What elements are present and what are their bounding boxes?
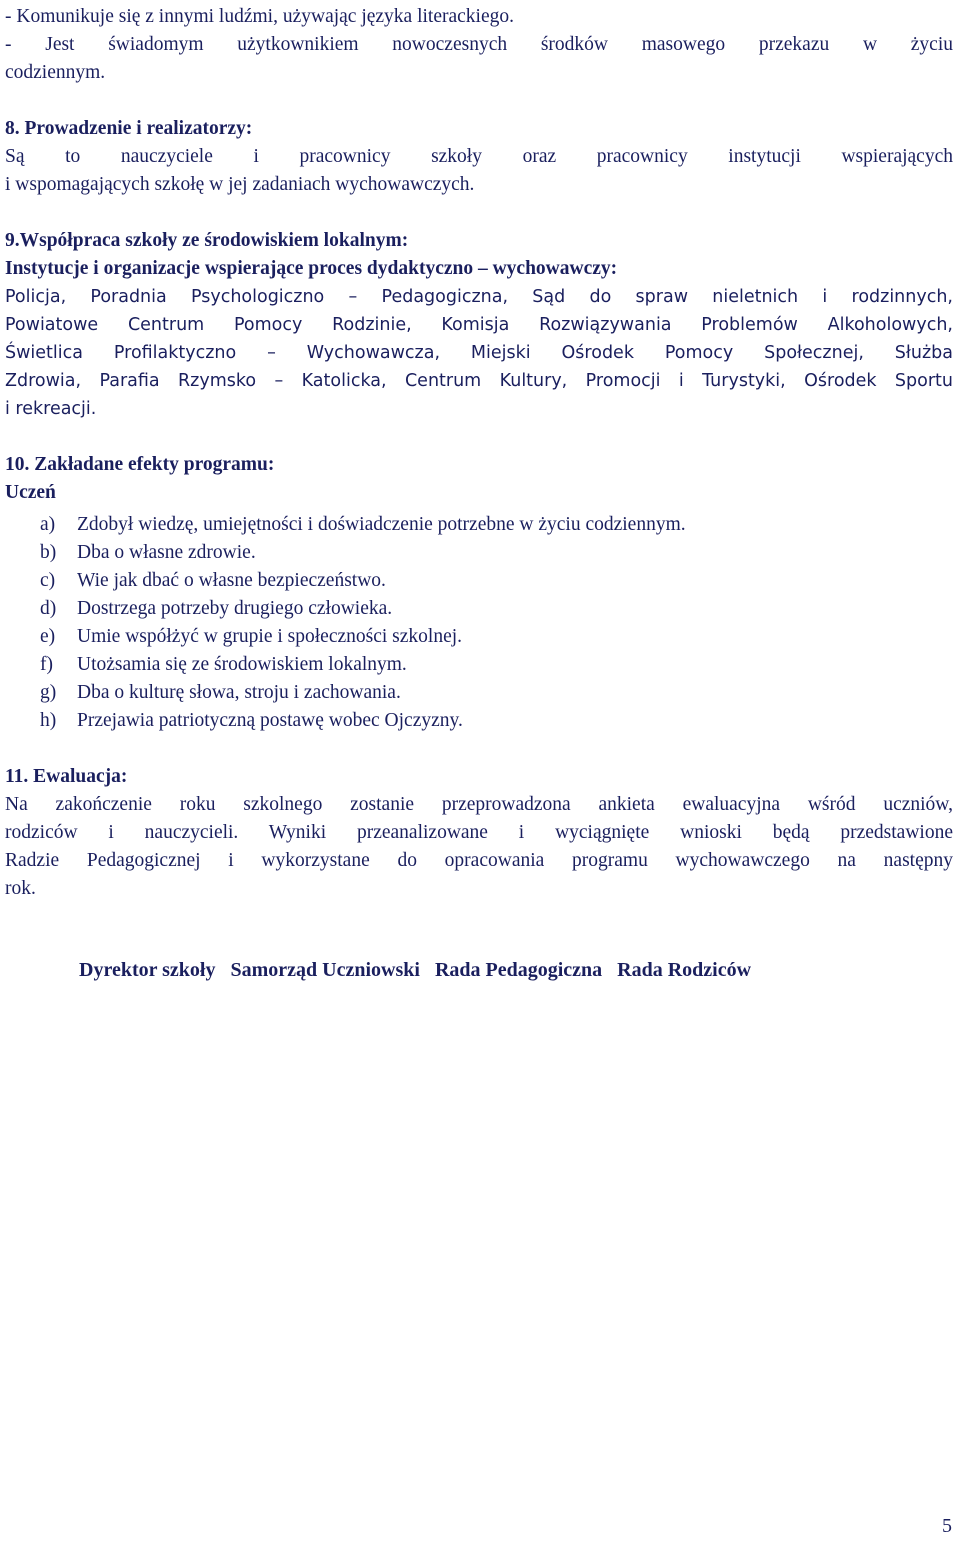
page-number: 5 (942, 1515, 952, 1537)
signature-parents-council: Rada Rodziców (617, 959, 752, 981)
list-item (5, 595, 953, 623)
list-item (5, 511, 953, 539)
list-item-text: Przejawia patriotyczną postawę wobec Ojczyzny. (77, 710, 463, 731)
paragraph-line: Policja, Poradnia Psychologiczno – Pedagogiczna, Sąd do spraw nieletnich i rodzinnych, (5, 287, 953, 307)
list-item-text: Dba o kulturę słowa, stroju i zachowania. (77, 682, 401, 703)
signature-teachers-council: Rada Pedagogiczna (434, 959, 603, 981)
intro-block (5, 3, 953, 87)
list-item-text: Dostrzega potrzeby drugiego człowieka. (77, 598, 393, 619)
paragraph-line: i wspomagających szkołę w jej zadaniach wychowawczych. (5, 174, 475, 195)
list-marker: e) (40, 626, 56, 647)
section-8 (5, 115, 953, 199)
list-marker: a) (40, 514, 56, 535)
list-item-text: Umie współżyć w grupie i społeczności szkolnej. (77, 626, 463, 647)
intro-line: codziennym. (5, 62, 106, 83)
intro-line: - Jest świadomym użytkownikiem nowoczesnych środków masowego przekazu w życiu (5, 34, 953, 55)
list-item (5, 539, 953, 567)
section-10 (5, 451, 953, 735)
paragraph-line: Powiatowe Centrum Pomocy Rodzinie, Komisja Rozwiązywania Problemów Alkoholowych, (5, 315, 953, 335)
list-item-text: Utożsamia się ze środowiskiem lokalnym. (77, 654, 407, 675)
section-heading: 11. Ewaluacja: (5, 766, 128, 787)
list-item-text: Dba o własne zdrowie. (77, 542, 256, 563)
paragraph-line: Na zakończenie roku szkolnego zostanie przeprowadzona ankieta ewaluacyjna wśród uczniów, (5, 794, 953, 815)
section-11 (5, 763, 953, 903)
section-9 (5, 227, 953, 423)
list-item (5, 651, 953, 679)
paragraph-line: rok. (5, 878, 36, 899)
section-subheading: Instytucje i organizacje wspierające proces dydaktyczno – wychowawczy: (5, 258, 618, 279)
document-page (5, 3, 953, 903)
list-marker: d) (40, 598, 57, 619)
list-marker: g) (40, 682, 57, 703)
list-marker: b) (40, 542, 57, 563)
intro-line: - Komunikuje się z innymi ludźmi, używając języka literackiego. (5, 6, 514, 27)
signature-student-council: Samorząd Uczniowski (230, 959, 420, 981)
paragraph-line: i rekreacji. (5, 399, 97, 419)
section-subheading: Uczeń (5, 482, 56, 503)
list-item (5, 623, 953, 651)
list-marker: h) (40, 710, 57, 731)
paragraph-line: Są to nauczyciele i pracownicy szkoły oraz pracownicy instytucji wspierających (5, 146, 953, 167)
signatures-row (79, 956, 761, 984)
paragraph-line: rodziców i nauczycieli. Wyniki przeanalizowane i wyciągnięte wnioski będą przedstawione (5, 822, 953, 843)
list-item-text: Wie jak dbać o własne bezpieczeństwo. (77, 570, 386, 591)
list-item (5, 679, 953, 707)
paragraph-line: Świetlica Profilaktyczno – Wychowawcza, Miejski Ośrodek Pomocy Społecznej, Służba (5, 343, 953, 363)
section-heading: 8. Prowadzenie i realizatorzy: (5, 118, 253, 139)
list-item (5, 567, 953, 595)
signature-director: Dyrektor szkoły (79, 959, 216, 981)
list-marker: c) (40, 570, 56, 591)
section-heading: 9.Współpraca szkoły ze środowiskiem lokalnym: (5, 230, 409, 251)
paragraph-line: Zdrowia, Parafia Rzymsko – Katolicka, Centrum Kultury, Promocji i Turystyki, Ośrodek Sportu (5, 371, 953, 391)
effects-list (5, 511, 953, 735)
list-marker: f) (40, 654, 53, 675)
paragraph-line: Radzie Pedagogicznej i wykorzystane do opracowania programu wychowawczego na następny (5, 850, 953, 871)
section-heading: 10. Zakładane efekty programu: (5, 454, 275, 475)
list-item-text: Zdobył wiedzę, umiejętności i doświadczenie potrzebne w życiu codziennym. (77, 514, 686, 535)
list-item (5, 707, 953, 735)
